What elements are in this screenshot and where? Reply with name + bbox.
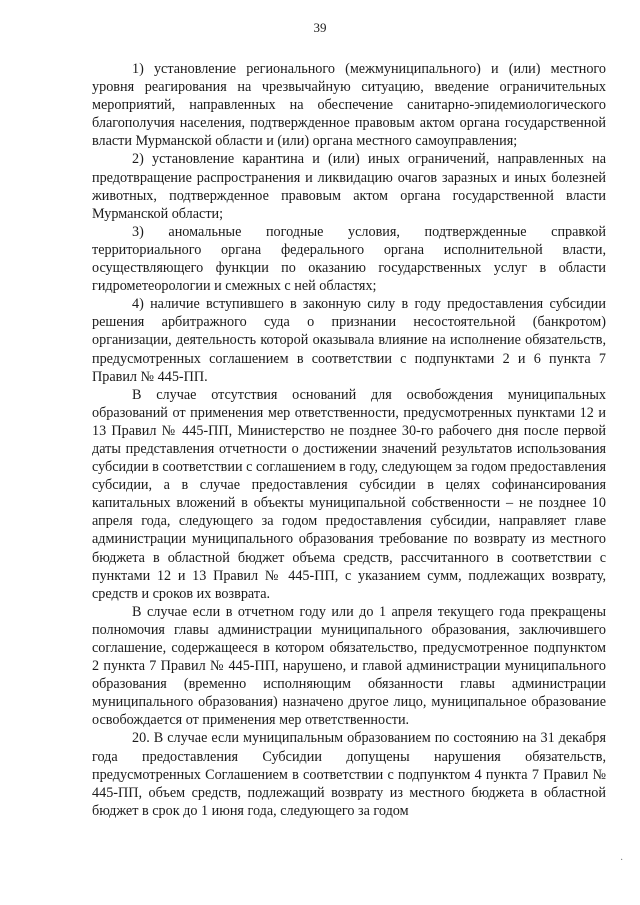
- paragraph-point-20: 20. В случае если муниципальным образованием по состоянию на 31 декабря года предоставления Субсидии допущены нарушения обязательств, предусмотренных Соглашением в соответствии с подпунктом 4 пункта 7 Правил № 445-ПП, объем средств, подлежащий возврату из местного бюджета в областной бюджет в срок до 1 июня года, следующего за годом: [92, 730, 606, 819]
- paragraph-item-1: 1) установление регионального (межмуниципального) и (или) местного уровня реагирования на чрезвычайную ситуацию, введение ограничительных мероприятий, направленных на обеспечение санитарно-эпидемиологического благополучия населения, подтвержденное правовым актом органа государственной власти Мурманской области и (или) органа местного самоуправления;: [92, 61, 606, 150]
- paragraph-item-2: 2) установление карантина и (или) иных ограничений, направленных на предотвращение распространения и ликвидацию очагов заразных и иных болезней животных, подтвержденное правовым актом органа государственной власти Мурманской области;: [92, 151, 606, 222]
- document-body: [92, 60, 606, 820]
- scan-mark: ·: [620, 855, 624, 866]
- paragraph-head-termination: В случае если в отчетном году или до 1 апреля текущего года прекращены полномочия главы администрации муниципального образования, заключившего соглашение, содержащееся в котором обязательство, предусмотренное подпунктом 2 пункта 7 Правил № 445-ПП, нарушено, и главой администрации муниципального образования (временно исполняющим обязанности главы администрации муниципального образования) назначено другое лицо, муниципальное образование освобождается от применения мер ответственности.: [92, 603, 606, 729]
- paragraph-item-4: 4) наличие вступившего в законную силу в году предоставления субсидии решения арбитражного суда о признании несостоятельной (банкротом) организации, деятельность которой оказывала влияние на исполнение обязательств, предусмотренных соглашением в соответствии с подпунктами 2 и 6 пункта 7 Правил № 445-ПП.: [92, 296, 606, 385]
- page-number: 39: [313, 20, 327, 35]
- paragraph-item-3: 3) аномальные погодные условия, подтвержденные справкой территориального органа федерального органа исполнительной власти, осуществляющего функции по оказанию государственных услуг в области гидрометеорологии и смежных с ней областях;: [92, 223, 606, 295]
- paragraph-exemption-absence: В случае отсутствия оснований для освобождения муниципальных образований от применения мер ответственности, предусмотренных пунктами 12 и 13 Правил № 445-ПП, Министерство не позднее 30-го рабочего дня после первой даты представления отчетности о достижении значений результатов использования субсидии в соответствии с соглашением в году, следующем за годом предоставления субсидии, а в случае предоставления субсидии в целях софинансирования капитальных вложений в объекты муниципальной собственности – не позднее 10 апреля года, следующего за годом предоставления субсидии, направляет главе администрации муниципального образования требование по возврату из местного бюджета в областной бюджет объема средств, рассчитанного в соответствии с пунктами 12 и 13 Правил № 445-ПП, с указанием сумм, подлежащих возврату, средств и сроков их возврата.: [92, 386, 606, 602]
